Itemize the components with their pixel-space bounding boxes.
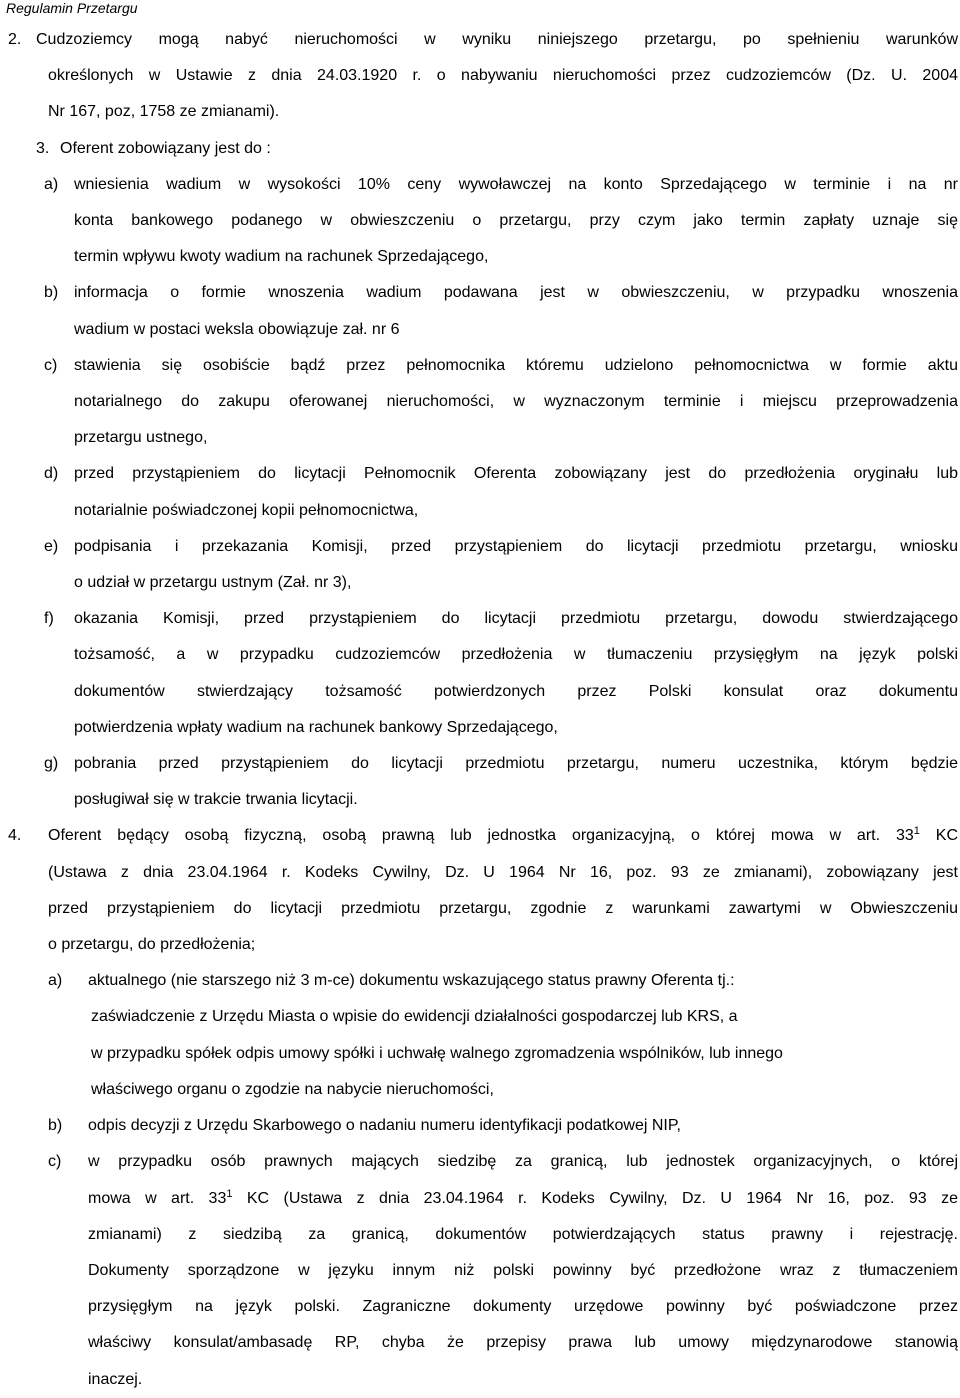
text-line: notarialnie poświadczonej kopii pełnomocnictwa, <box>74 501 419 519</box>
text-line: wadium w postaci weksla obowiązuje zał. nr 6 <box>74 320 400 338</box>
text-line: aktualnego (nie starszego niż 3 m-ce) dokumentu wskazującego status prawny Oferenta tj.: <box>88 972 735 990</box>
document-header: Regulamin Przetargu <box>6 0 138 16</box>
item-number: 4. <box>8 827 22 845</box>
text-line: przetargu ustnego, <box>74 429 208 447</box>
subitem-4b <box>8 1108 958 1144</box>
text-segment: Oferent będący osobą fizyczną, osobą prawną lub jednostka organizacyjną, o której mowa w art. 33 <box>48 827 914 845</box>
subitem-number: b) <box>44 284 59 302</box>
text-line: o udział w przetargu ustnym (Zał. nr 3), <box>74 574 352 592</box>
text-line: o przetargu, do przedłożenia; <box>48 936 256 954</box>
subitem-3e <box>8 529 958 601</box>
subitem-3f <box>8 601 958 746</box>
text-line: konta bankowego podanego w obwieszczeniu o przetargu, przy czym jako termin zapłaty uznaje się <box>74 212 958 230</box>
text-line: zaświadczenie z Urzędu Miasta o wpisie do ewidencji działalności gospodarczej lub KRS, a <box>91 1008 738 1026</box>
text-line <box>88 1181 958 1217</box>
subitem-number: a) <box>48 972 63 990</box>
text-line: w przypadku spółek odpis umowy spółki i uchwałę walnego zgromadzenia wspólników, lub innego <box>91 1044 783 1062</box>
text-line: inaczej. <box>88 1370 143 1388</box>
text-line: Cudzoziemcy mogą nabyć nieruchomości w wyniku niniejszego przetargu, po spełnieniu warunków <box>36 31 958 48</box>
superscript: 1 <box>226 1187 233 1200</box>
subitem-3a <box>8 167 958 276</box>
text-segment: KC (Ustawa z dnia 23.04.1964 r. Kodeks Cywilny, Dz. U 1964 Nr 16, poz. 93 ze <box>232 1189 959 1207</box>
subitem-4c <box>8 1144 958 1397</box>
subitem-3d <box>8 456 958 528</box>
text-segment: mowa w art. 33 <box>88 1189 227 1207</box>
text-line: Dokumenty sporządzone w języku innym niż polski powinny być przedłożone wraz z tłumaczeniem <box>88 1261 958 1279</box>
text-line: przed przystąpieniem do licytacji przedmiotu przetargu, zgodnie z warunkami zawartymi w Obwieszczeniu <box>48 899 958 917</box>
subitem-number: e) <box>44 537 59 555</box>
text-line: posługiwał się w trakcie trwania licytacji. <box>74 791 358 809</box>
text-line: stawienia się osobiście bądź przez pełnomocnika któremu udzielono pełnomocnictwa w formie aktu <box>74 356 958 374</box>
text-line: właściwego organu o zgodzie na nabycie nieruchomości, <box>91 1080 494 1098</box>
text-line: zmianami) z siedzibą za granicą, dokumentów potwierdzających status prawny i rejestrację. <box>88 1225 958 1243</box>
regulations-body <box>8 22 958 1398</box>
superscript: 1 <box>913 825 920 838</box>
subitem-number: f) <box>44 610 54 628</box>
text-line: właściwy konsulat/ambasadę RP, chyba że przepisy prawa lub umowy międzynarodowe stanowią <box>88 1334 958 1352</box>
item-number: 2. <box>8 31 22 48</box>
subitem-4a <box>8 963 958 1108</box>
text-segment: KC <box>919 827 959 845</box>
text-line: podpisania i przekazania Komisji, przed przystąpieniem do licytacji przedmiotu przetargu, wniosku <box>74 537 958 555</box>
text-line: tożsamość, a w przypadku cudzoziemców przedłożenia w tłumaczeniu przysięgłym na język polski <box>74 646 958 664</box>
text-line: notarialnego do zakupu oferowanej nieruchomości, w wyznaczonym terminie i miejscu przeprowadzenia <box>74 393 958 411</box>
text-line: odpis decyzji z Urzędu Skarbowego o nadaniu numeru identyfikacji podatkowej NIP, <box>88 1117 681 1135</box>
item-number: 3. <box>36 139 50 157</box>
text-line: przysięgłym na język polski. Zagraniczne dokumenty urzędowe powinny być poświadczone przez <box>88 1298 958 1316</box>
text-line: informacja o formie wnoszenia wadium podawana jest w obwieszczeniu, w przypadku wnoszenia <box>74 284 958 302</box>
text-line: dokumentów stwierdzający tożsamość potwierdzonych przez Polski konsulat oraz dokumentu <box>74 682 958 700</box>
subitem-number: c) <box>44 356 58 374</box>
text-line: potwierdzenia wpłaty wadium na rachunek bankowy Sprzedającego, <box>74 718 558 736</box>
subitem-3b <box>8 275 958 347</box>
item-intro: Oferent zobowiązany jest do : <box>60 139 271 157</box>
text-line: pobrania przed przystąpieniem do licytacji przedmiotu przetargu, numeru uczestnika, którym będzie <box>74 755 958 773</box>
text-line: (Ustawa z dnia 23.04.1964 r. Kodeks Cywilny, Dz. U 1964 Nr 16, poz. 93 ze zmianami), zobowiązany jest <box>48 863 958 881</box>
text-line: Nr 167, poz, 1758 ze zmianami). <box>48 103 280 121</box>
subitem-number: g) <box>44 755 59 773</box>
subitem-number: c) <box>48 1153 62 1171</box>
text-line: termin wpływu kwoty wadium na rachunek Sprzedającego, <box>74 248 489 266</box>
text-line <box>48 818 958 854</box>
text-line: określonych w Ustawie z dnia 24.03.1920 r. o nabywaniu nieruchomości przez cudzoziemców (Dz. U. 2004 <box>48 67 958 85</box>
text-line: wniesienia wadium w wysokości 10% ceny wywoławczej na konto Sprzedającego w terminie i na nr <box>74 175 958 193</box>
text-line: w przypadku osób prawnych mających siedzibę za granicą, lub jednostek organizacyjnych, o której <box>88 1153 958 1171</box>
item-3 <box>8 131 958 167</box>
item-4 <box>8 818 958 963</box>
subitem-3c <box>8 348 958 457</box>
subitem-3g <box>8 746 958 818</box>
text-line: przed przystąpieniem do licytacji Pełnomocnik Oferenta zobowiązany jest do przedłożenia oryginału lub <box>74 465 958 483</box>
subitem-number: d) <box>44 465 59 483</box>
subitem-number: b) <box>48 1117 63 1135</box>
subitem-number: a) <box>44 175 59 193</box>
item-2 <box>8 22 958 58</box>
text-line: okazania Komisji, przed przystąpieniem do licytacji przedmiotu przetargu, dowodu stwierdzającego <box>74 610 958 628</box>
